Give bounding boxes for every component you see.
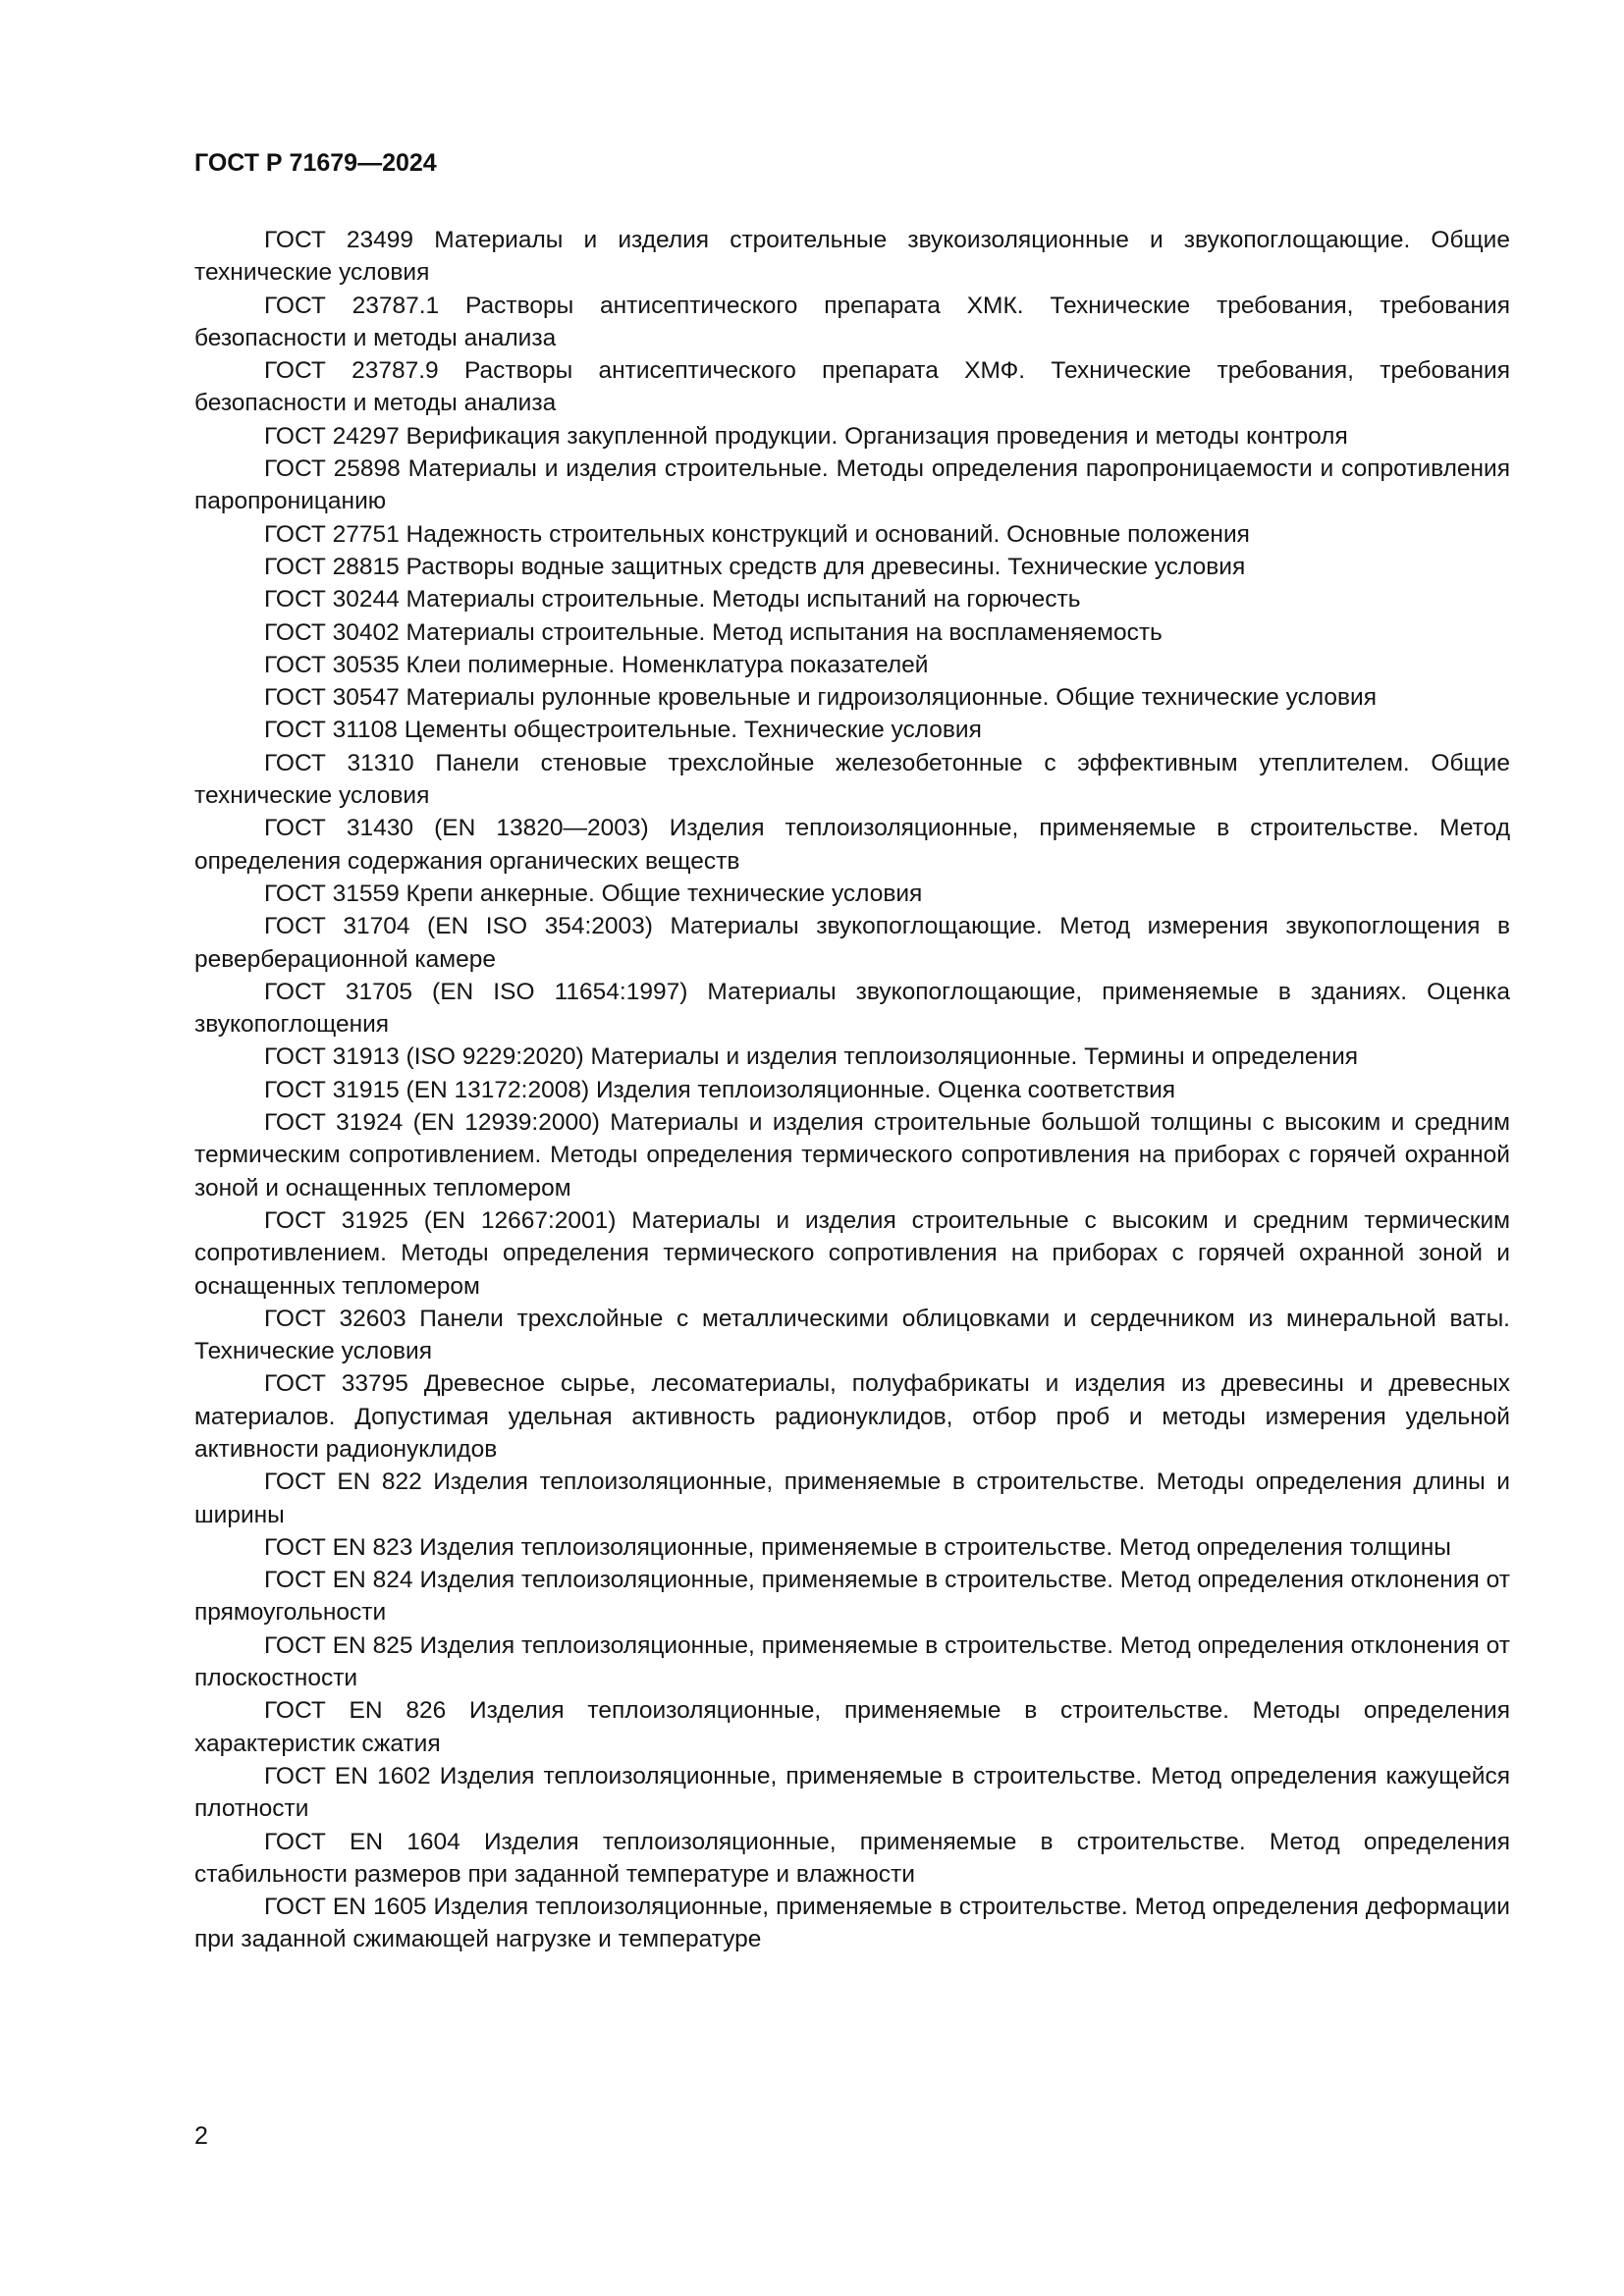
reference-item: ГОСТ EN 824 Изделия теплоизоляционные, применяемые в строительстве. Метод определения отклонения от прямоугольности: [194, 1567, 1510, 1627]
reference-item: ГОСТ 30402 Материалы строительные. Метод испытания на воспламеняемость: [264, 618, 1163, 646]
reference-item: ГОСТ 25898 Материалы и изделия строительные. Методы определения паропроницаемости и сопротивления паропроницанию: [194, 455, 1510, 515]
reference-item: ГОСТ 27751 Надежность строительных конструкций и оснований. Основные положения: [264, 520, 1250, 548]
document-code-header: ГОСТ Р 71679—2024: [194, 149, 437, 177]
reference-item: ГОСТ 31704 (EN ISO 354:2003) Материалы звукопоглощающие. Метод измерения звукопоглощения в реверберационной камере: [194, 913, 1510, 973]
page-number: 2: [194, 2122, 208, 2150]
reference-item: ГОСТ 23499 Материалы и изделия строительные звукоизоляционные и звукопоглощающие. Общие технические условия: [194, 227, 1510, 287]
reference-item: ГОСТ 31705 (EN ISO 11654:1997) Материалы звукопоглощающие, применяемые в зданиях. Оценка звукопоглощения: [194, 978, 1510, 1039]
reference-item: ГОСТ 31913 (ISO 9229:2020) Материалы и изделия теплоизоляционные. Термины и определения: [264, 1043, 1359, 1071]
reference-item: ГОСТ EN 823 Изделия теплоизоляционные, применяемые в строительстве. Метод определения толщины: [264, 1533, 1451, 1561]
reference-item: ГОСТ EN 825 Изделия теплоизоляционные, применяемые в строительстве. Метод определения отклонения от плоскостности: [194, 1631, 1510, 1692]
normative-references-list: [194, 224, 1510, 1956]
reference-item: ГОСТ 31915 (EN 13172:2008) Изделия теплоизоляционные. Оценка соответствия: [264, 1076, 1176, 1103]
reference-item: ГОСТ 31924 (EN 12939:2000) Материалы и изделия строительные большой толщины с высоким и средним термическим сопротивлением. Методы определения термического сопротивления на приборах с горячей охранной зоной и оснащенных тепломером: [194, 1109, 1510, 1201]
reference-item: ГОСТ 32603 Панели трехслойные с металлическими облицовками и сердечником из минеральной ваты. Технические условия: [194, 1305, 1510, 1365]
reference-item: ГОСТ 23787.1 Растворы антисептического препарата ХМК. Технические требования, требования безопасности и методы анализа: [194, 292, 1510, 351]
reference-item: ГОСТ EN 822 Изделия теплоизоляционные, применяемые в строительстве. Методы определения длины и ширины: [194, 1468, 1510, 1528]
reference-item: ГОСТ 30535 Клеи полимерные. Номенклатура показателей: [264, 651, 929, 678]
reference-item: ГОСТ 31430 (EN 13820—2003) Изделия теплоизоляционные, применяемые в строительстве. Метод определения содержания органических веществ: [194, 815, 1510, 875]
reference-item: ГОСТ 31925 (EN 12667:2001) Материалы и изделия строительные с высоким и средним термическим сопротивлением. Методы определения термического сопротивления на приборах с горячей охранной зоной и оснащенных тепломером: [194, 1206, 1510, 1300]
reference-item: ГОСТ 31108 Цементы общестроительные. Технические условия: [264, 717, 982, 744]
reference-item: ГОСТ 31559 Крепи анкерные. Общие технические условия: [264, 880, 923, 907]
reference-item: ГОСТ 23787.9 Растворы антисептического препарата ХМФ. Технические требования, требования безопасности и методы анализа: [194, 357, 1510, 417]
reference-item: ГОСТ 33795 Древесное сырье, лесоматериалы, полуфабрикаты и изделия из древесины и древесных материалов. Допустимая удельная активность радионуклидов, отбор проб и методы измерения удельной активности радионуклидов: [194, 1370, 1510, 1463]
reference-item: ГОСТ EN 826 Изделия теплоизоляционные, применяемые в строительстве. Методы определения характеристик сжатия: [194, 1697, 1510, 1757]
reference-item: ГОСТ EN 1602 Изделия теплоизоляционные, применяемые в строительстве. Метод определения кажущейся плотности: [194, 1762, 1510, 1823]
reference-item: ГОСТ 30547 Материалы рулонные кровельные и гидроизоляционные. Общие технические условия: [264, 684, 1377, 712]
reference-item: ГОСТ EN 1605 Изделия теплоизоляционные, применяемые в строительстве. Метод определения деформации при заданной сжимающей нагрузке и температуре: [194, 1894, 1510, 1953]
reference-item: ГОСТ 30244 Материалы строительные. Методы испытаний на горючесть: [264, 586, 1081, 614]
reference-item: ГОСТ 28815 Растворы водные защитных средств для древесины. Технические условия: [264, 553, 1246, 580]
reference-item: ГОСТ 31310 Панели стеновые трехслойные железобетонные с эффективным утеплителем. Общие технические условия: [194, 749, 1510, 810]
reference-item: ГОСТ EN 1604 Изделия теплоизоляционные, применяемые в строительстве. Метод определения стабильности размеров при заданной температуре и влажности: [194, 1828, 1510, 1888]
reference-item: ГОСТ 24297 Верификация закупленной продукции. Организация проведения и методы контроля: [264, 422, 1348, 450]
